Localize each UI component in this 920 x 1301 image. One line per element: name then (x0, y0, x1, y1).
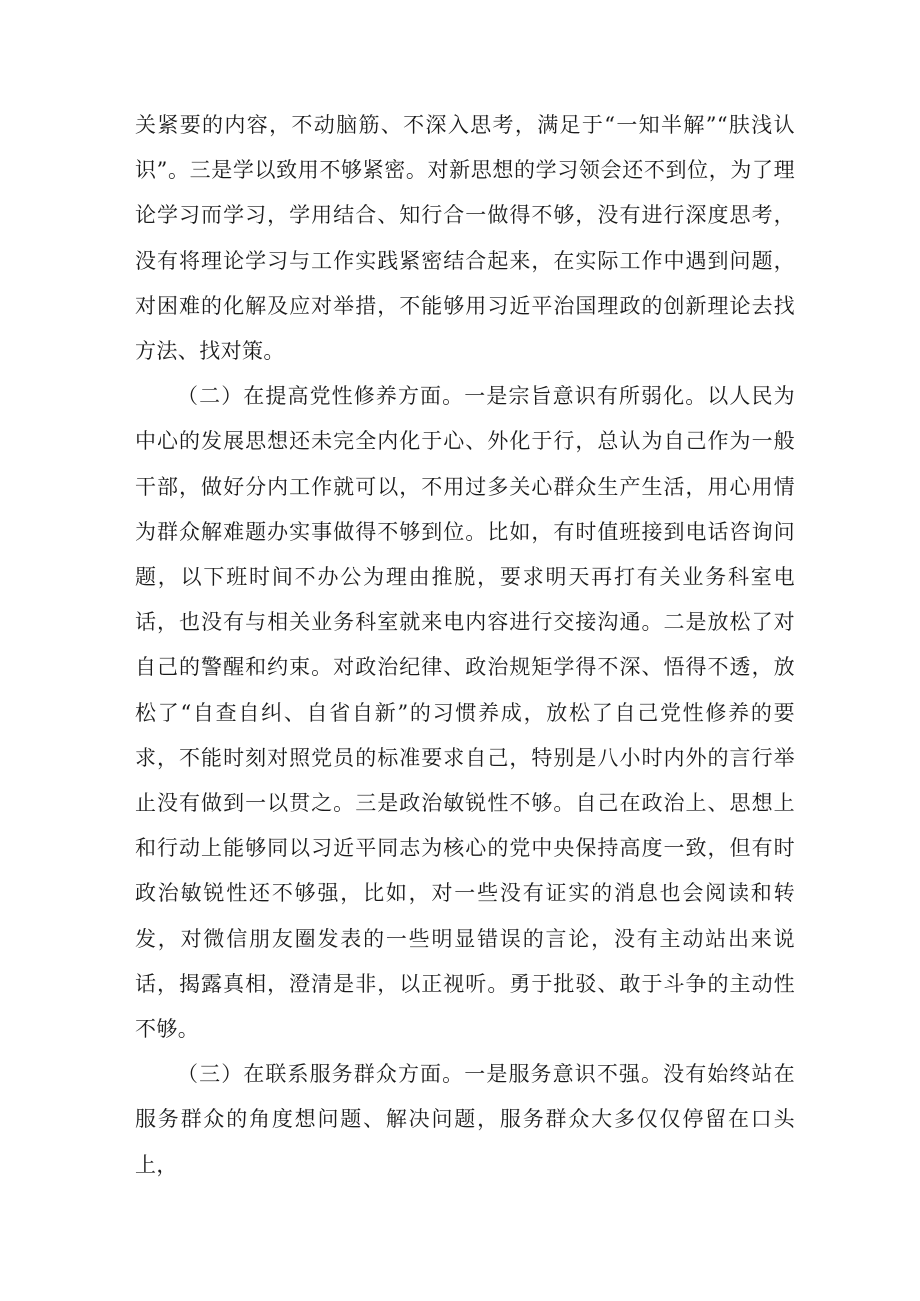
paragraph-continuation: 关紧要的内容，不动脑筋、不深入思考，满足于“一知半解”“肤浅认识”。三是学以致用不够紧密。对新思想的学习领会还不到位，为了理论学习而学习，学用结合、知行合一做得不够，没有进行深度思考，没有将理论学习与工作实践紧密结合起来，在实际工作中遇到问题，对困难的化解及应对举措，不能够用习近平治国理政的创新理论去找方法、找对策。 (135, 113, 795, 364)
paragraph-serving-masses: （三）在联系服务群众方面。一是服务意识不强。没有始终站在服务群众的角度想问题、解决问题，服务群众大多仅仅停留在口头上， (135, 1062, 795, 1177)
paragraph-party-spirit: （二）在提高党性修养方面。一是宗旨意识有所弱化。以人民为中心的发展思想还未完全内化于心、外化于行，总认为自己作为一般干部，做好分内工作就可以，不用过多关心群众生产生活，用心用情为群众解难题办实事做得不够到位。比如，有时值班接到电话咨询问题，以下班时间不办公为理由推脱，要求明天再打有关业务科室电话，也没有与相关业务科室就来电内容进行交接沟通。二是放松了对自己的警醒和约束。对政治纪律、政治规矩学得不深、悟得不透，放松了“自查自纠、自省自新”的习惯养成，放松了自己党性修养的要求，不能时刻对照党员的标准要求自己，特别是八小时内外的言行举止没有做到一以贯之。三是政治敏锐性不够。自己在政治上、思想上和行动上能够同以习近平同志为核心的党中央保持高度一致，但有时政治敏锐性还不够强，比如，对一些没有证实的消息也会阅读和转发，对微信朋友圈发表的一些明显错误的言论，没有主动站出来说话，揭露真相，澄清是非，以正视听。勇于批驳、敢于斗争的主动性不够。 (135, 384, 795, 1042)
document-body (135, 103, 795, 1188)
